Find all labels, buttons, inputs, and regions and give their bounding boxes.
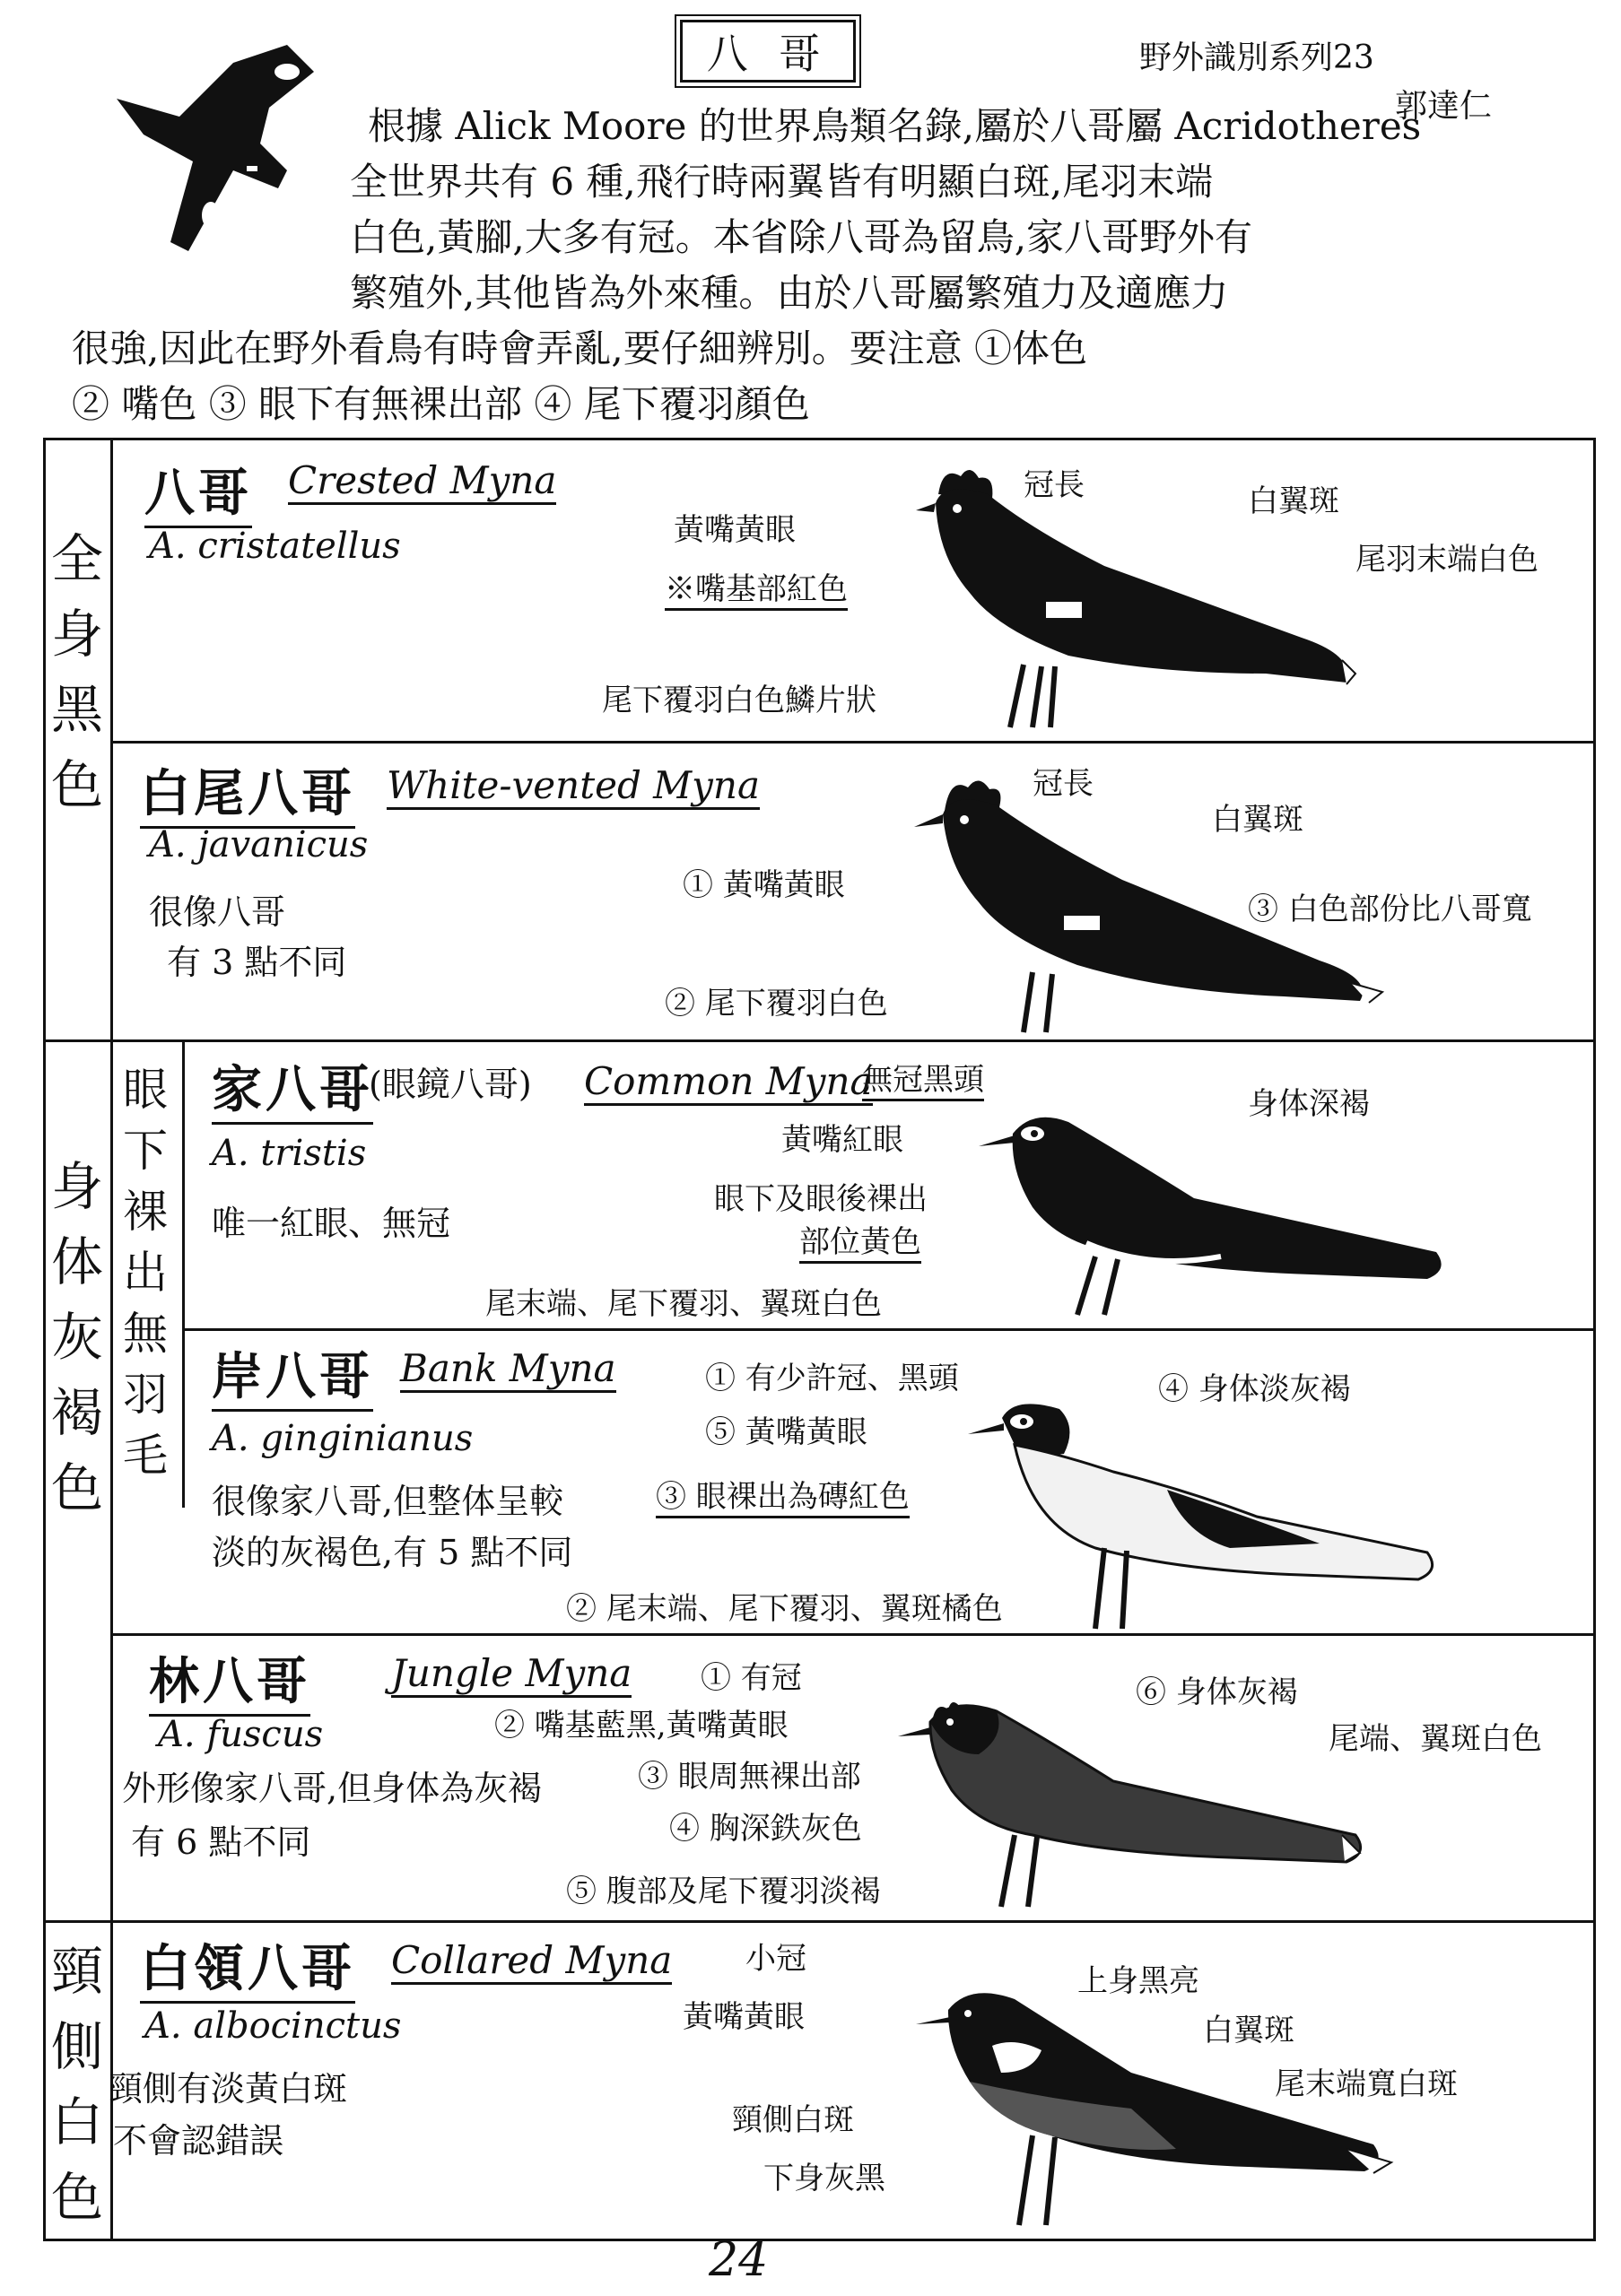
species-name-zh: 家八哥: [212, 1050, 373, 1125]
annotation: 部位黃色: [799, 1217, 921, 1264]
annotation: 白翼斑: [1248, 483, 1339, 519]
species-name-zh: 八哥: [144, 454, 252, 528]
species-note: 有 6 點不同: [131, 1822, 311, 1862]
species-name-sci: A. cristatellus: [149, 526, 401, 567]
species-name-sci: A. javanicus: [149, 824, 369, 865]
annotation: ⑤ 黃嘴黃眼: [705, 1414, 867, 1450]
annotation: 黃嘴黃眼: [683, 1999, 805, 2035]
species-name-zh: 白尾八哥: [140, 754, 355, 829]
annotation: 頸側白斑: [732, 2102, 854, 2138]
group-label-bare-skin: 眼 下 裸 出 無 羽 毛: [123, 1064, 168, 1482]
collared-myna-illustration: [907, 1965, 1409, 2234]
species-note: 很像家八哥,但整体呈較: [212, 1482, 564, 1521]
annotation: ② 嘴基藍黑,黃嘴黃眼: [494, 1708, 789, 1744]
species-note: 很像八哥: [149, 892, 286, 932]
species-name-zh: 白領八哥: [140, 1929, 355, 2004]
intro-line: 繁殖外,其他皆為外來種。由於八哥屬繁殖力及適應力: [350, 271, 1229, 315]
common-myna-illustration: [970, 1100, 1472, 1324]
annotation: 身体深褐: [1248, 1086, 1370, 1122]
group-label-black: 全 身 黑 色: [50, 528, 103, 815]
annotation: ③ 眼周無裸出部: [638, 1759, 861, 1795]
annotation: ① 有少許冠、黑頭: [705, 1361, 959, 1396]
annotation: 上身黑亮: [1077, 1963, 1199, 1999]
species-name-zh: 林八哥: [149, 1642, 310, 1717]
annotation: 無冠黑頭: [862, 1055, 984, 1101]
author-name: 郭達仁: [1395, 88, 1493, 125]
species-note: 唯一紅眼、無冠: [212, 1204, 451, 1243]
annotation: 尾末端、尾下覆羽、翼斑白色: [485, 1286, 882, 1322]
species-name-en: Bank Myna: [400, 1346, 616, 1393]
species-table: [43, 438, 1596, 2241]
annotation: 黃嘴紅眼: [781, 1122, 903, 1158]
annotation: ② 尾下覆羽白色: [665, 986, 888, 1022]
annotation: ② 尾末端、尾下覆羽、翼斑橘色: [566, 1591, 1003, 1627]
annotation: ⑥ 身体灰褐: [1136, 1674, 1298, 1710]
annotation: 尾末端寬白斑: [1275, 2066, 1458, 2102]
annotation: ③ 眼裸出為磚紅色: [656, 1472, 910, 1518]
species-name-en: White-vented Myna: [387, 763, 760, 810]
annotation: 下身灰黑: [763, 2161, 885, 2196]
species-alt-name: (眼鏡八哥): [369, 1065, 532, 1104]
species-name-en: Common Myna: [584, 1059, 873, 1106]
intro-line: 白色,黃腳,大多有冠。本省除八哥為留鳥,家八哥野外有: [350, 215, 1253, 259]
annotation: 尾端、翼斑白色: [1329, 1721, 1542, 1757]
species-note: 不會認錯誤: [113, 2121, 284, 2161]
intro-line: ② 嘴色 ③ 眼下有無裸出部 ④ 尾下覆羽顏色: [72, 382, 810, 426]
annotation: 尾下覆羽白色鱗片狀: [602, 683, 876, 718]
annotation: ① 有冠: [701, 1660, 802, 1696]
page-number: 24: [709, 2233, 769, 2287]
annotation: ① 黃嘴黃眼: [683, 867, 845, 903]
annotation: 黃嘴黃眼: [674, 512, 796, 548]
species-name-en: Collared Myna: [391, 1938, 672, 1985]
intro-paragraph: [72, 99, 1597, 432]
white-vented-myna-illustration: [898, 768, 1400, 1037]
annotation: ④ 身体淡灰褐: [1158, 1371, 1351, 1407]
bank-myna-illustration: [961, 1391, 1463, 1633]
intro-line: 很強,因此在野外看鳥有時會弄亂,要仔細辨別。要注意 ①体色: [72, 326, 1088, 370]
species-name-sci: A. ginginianus: [212, 1418, 474, 1459]
group-label-greybrown: 身 体 灰 褐 色: [50, 1156, 103, 1518]
jungle-myna-illustration: [889, 1683, 1391, 1916]
species-note: 頸側有淡黃白斑: [109, 2069, 348, 2109]
annotation: ③ 白色部份比八哥寬: [1248, 891, 1532, 927]
intro-line: 根據 Alick Moore 的世界鳥類名錄,屬於八哥屬 Acridotheres: [368, 104, 1422, 148]
annotation: ※嘴基部紅色: [665, 564, 848, 611]
species-note: 淡的灰褐色,有 5 點不同: [212, 1533, 573, 1572]
annotation: 冠長: [1033, 766, 1094, 802]
species-note: 外形像家八哥,但身体為灰褐: [122, 1769, 543, 1808]
species-name-en: Crested Myna: [288, 458, 556, 505]
intro-line: 全世界共有 6 種,飛行時兩翼皆有明顯白斑,尾羽末端: [350, 160, 1214, 204]
annotation: ④ 胸深鉄灰色: [669, 1811, 862, 1847]
species-name-zh: 岸八哥: [212, 1337, 373, 1412]
annotation: 尾羽末端白色: [1355, 542, 1538, 578]
species-name-sci: A. albocinctus: [144, 2005, 402, 2047]
annotation: ⑤ 腹部及尾下覆羽淡褐: [566, 1874, 881, 1909]
species-note: 有 3 點不同: [167, 943, 347, 982]
annotation: 冠長: [1024, 467, 1085, 503]
species-name-sci: A. fuscus: [158, 1714, 324, 1755]
annotation: 白翼斑: [1212, 802, 1303, 838]
crested-myna-illustration: [889, 458, 1391, 736]
group-label-collar: 頸 側 白 色: [50, 1941, 103, 2228]
annotation: 小冠: [745, 1941, 806, 1977]
annotation: 白翼斑: [1203, 2013, 1294, 2048]
species-name-sci: A. tristis: [212, 1133, 367, 1174]
series-label: 野外識別系列23: [1139, 39, 1374, 76]
annotation: 眼下及眼後裸出: [714, 1181, 928, 1217]
page-title: 八 哥: [680, 20, 856, 83]
species-name-en: Jungle Myna: [391, 1651, 632, 1698]
